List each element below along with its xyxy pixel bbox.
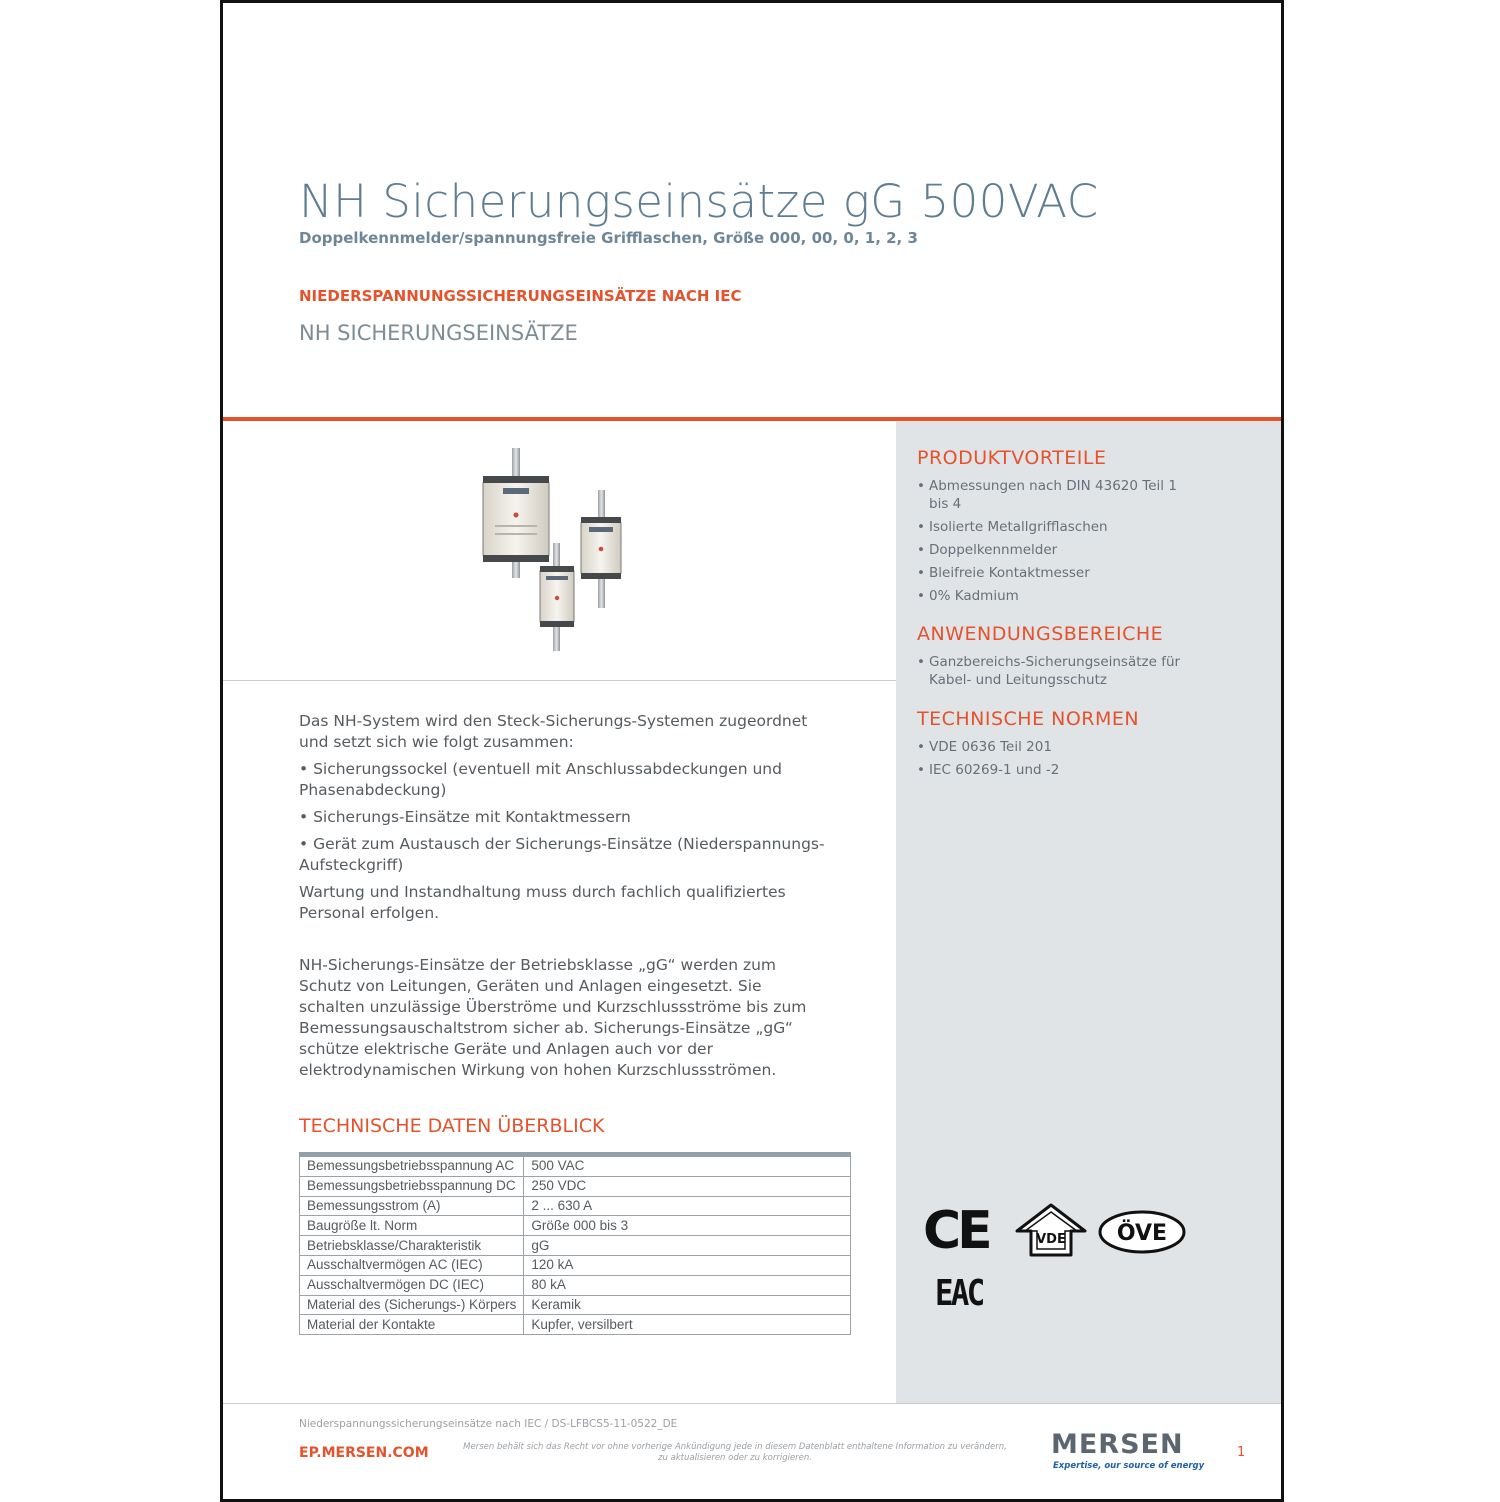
gg-paragraph: NH-Sicherungs-Einsätze der Betriebsklasse „gG“ werden zum Schutz von Leitungen, Geräten und Anlagen eingesetzt. Sie schalten unzulässige Überströme und Kurzschlussströme bis zum Bemessungsauschaltstrom sicher ab. Sicherungs-Einsätze „gG“ schütze elektrische Geräte und Anlagen auch vor der elektrodynamischen Wirkung von hohen Kurzschlussströmen. (299, 956, 807, 1079)
disclaimer-line-1: Mersen behält sich das Recht vor ohne vorherige Ankündigung jede in diesem Datenblatt enthaltene Information zu verändern, (463, 1442, 1007, 1452)
bullet-tool: • Gerät zum Austausch der Sicherungs-Einsätze (Niederspannungs-Aufsteckgriff) (299, 835, 825, 874)
disclaimer-line-2: zu aktualisieren oder zu korrigieren. (657, 1453, 812, 1463)
spec-label: Bemessungsstrom (A) (300, 1196, 524, 1216)
intro-paragraph: Das NH-System wird den Steck-Sicherungs-Systemen zugeordnet und setzt sich wie folgt zusammen: (299, 712, 808, 751)
bullet-icon: • (917, 565, 925, 581)
list-item (917, 541, 1192, 559)
fuse-product-image (473, 443, 633, 658)
table-row (300, 1196, 851, 1216)
bullet-icon: • (917, 519, 925, 535)
subcategory-heading: NH SICHERUNGSEINSÄTZE (299, 321, 578, 345)
bullet-icon: • (917, 542, 925, 558)
maintenance-paragraph: Wartung und Instandhaltung muss durch fachlich qualifiziertes Personal erfolgen. (299, 883, 786, 922)
tech-data-heading: TECHNISCHE DATEN ÜBERBLICK (299, 1115, 605, 1137)
tech-data-table (299, 1152, 851, 1335)
list-item (917, 518, 1192, 536)
spec-value: Größe 000 bis 3 (524, 1216, 851, 1236)
website-link[interactable]: EP.MERSEN.COM (299, 1445, 429, 1461)
page-subtitle: Doppelkennmelder/spannungsfreie Grifflaschen, Größe 000, 00, 0, 1, 2, 3 (299, 229, 918, 247)
spec-value: 250 VDC (524, 1176, 851, 1196)
list-item (917, 564, 1192, 582)
list-item (917, 761, 1192, 779)
spec-label: Bemessungsbetriebsspannung AC (300, 1155, 524, 1177)
applications-list (917, 653, 1192, 694)
list-item-text: IEC 60269-1 und -2 (929, 762, 1060, 778)
bullet-icon: • (917, 588, 925, 604)
logo-tagline: Expertise, our source of energy (1053, 1461, 1205, 1471)
list-item-text: Abmessungen nach DIN 43620 Teil 1 bis 4 (929, 478, 1177, 512)
applications-heading: ANWENDUNGSBEREICHE (917, 623, 1164, 645)
table-row (300, 1155, 851, 1177)
list-item-text: Doppelkennmelder (929, 542, 1058, 558)
vde-mark-icon (1015, 1203, 1087, 1259)
advantages-heading: PRODUKTVORTEILE (917, 447, 1107, 469)
spec-label: Baugröße lt. Norm (300, 1216, 524, 1236)
mersen-logo (1051, 1431, 1204, 1471)
table-row (300, 1275, 851, 1295)
list-item (917, 587, 1192, 605)
spec-value: Keramik (524, 1295, 851, 1315)
norms-heading: TECHNISCHE NORMEN (917, 708, 1140, 730)
list-item-text: Bleifreie Kontaktmesser (929, 565, 1090, 581)
bullet-icon: • (917, 478, 925, 494)
description-text (299, 955, 819, 1087)
bullet-base: • Sicherungssockel (eventuell mit Anschlussabdeckungen und Phasenabdeckung) (299, 760, 782, 799)
logo-wordmark: MERSEN (1051, 1429, 1184, 1460)
bullet-icon: • (917, 739, 925, 755)
vde-mark-text: VDE (1036, 1232, 1066, 1247)
ce-mark-icon: CE (923, 1201, 989, 1261)
spec-label: Betriebsklasse/Charakteristik (300, 1236, 524, 1256)
spec-value: 2 ... 630 A (524, 1196, 851, 1216)
document-reference: Niederspannungssicherungseinsätze nach IEC / DS-LFBCS5-11-0522_DE (299, 1418, 678, 1430)
spec-label: Ausschaltvermögen AC (IEC) (300, 1255, 524, 1275)
list-item-text: VDE 0636 Teil 201 (929, 739, 1052, 755)
spec-value: gG (524, 1236, 851, 1256)
list-item-text: 0% Kadmium (929, 588, 1019, 604)
table-row (300, 1315, 851, 1335)
spec-value: 80 kA (524, 1275, 851, 1295)
table-row (300, 1216, 851, 1236)
disclaimer (455, 1442, 1015, 1464)
table-row (300, 1295, 851, 1315)
table-row (300, 1236, 851, 1256)
list-item-text: Isolierte Metallgrifflaschen (929, 519, 1108, 535)
category-heading: NIEDERSPANNUNGSSICHERUNGSEINSÄTZE NACH IEC (299, 287, 742, 305)
spec-label: Material des (Sicherungs-) Körpers (300, 1295, 524, 1315)
body-text (299, 711, 839, 930)
bullet-icon: • (917, 654, 925, 670)
photo-divider (223, 680, 896, 681)
list-item-text: Ganzbereichs-Sicherungseinsätze für Kabel- und Leitungsschutz (929, 654, 1181, 688)
norms-list (917, 738, 1192, 784)
spec-value: Kupfer, versilbert (524, 1315, 851, 1335)
ove-mark-icon (1097, 1209, 1187, 1255)
spec-label: Material der Kontakte (300, 1315, 524, 1335)
list-item (917, 738, 1192, 756)
list-item (917, 653, 1192, 689)
datasheet-page (220, 0, 1284, 1502)
advantages-list (917, 477, 1192, 610)
list-item (917, 477, 1192, 513)
page-title: NH Sicherungseinsätze gG 500VAC (299, 175, 1099, 228)
page-number: 1 (1237, 1445, 1246, 1460)
footer-divider (223, 1403, 1281, 1404)
ove-mark-text: ÖVE (1116, 1221, 1168, 1246)
bullet-inserts: • Sicherungs-Einsätze mit Kontaktmessern (299, 808, 631, 826)
table-row (300, 1255, 851, 1275)
spec-label: Bemessungsbetriebsspannung DC (300, 1176, 524, 1196)
eac-mark-icon: EAC (935, 1273, 983, 1314)
bullet-icon: • (917, 762, 925, 778)
spec-label: Ausschaltvermögen DC (IEC) (300, 1275, 524, 1295)
spec-value: 120 kA (524, 1255, 851, 1275)
spec-value: 500 VAC (524, 1155, 851, 1177)
table-row (300, 1176, 851, 1196)
